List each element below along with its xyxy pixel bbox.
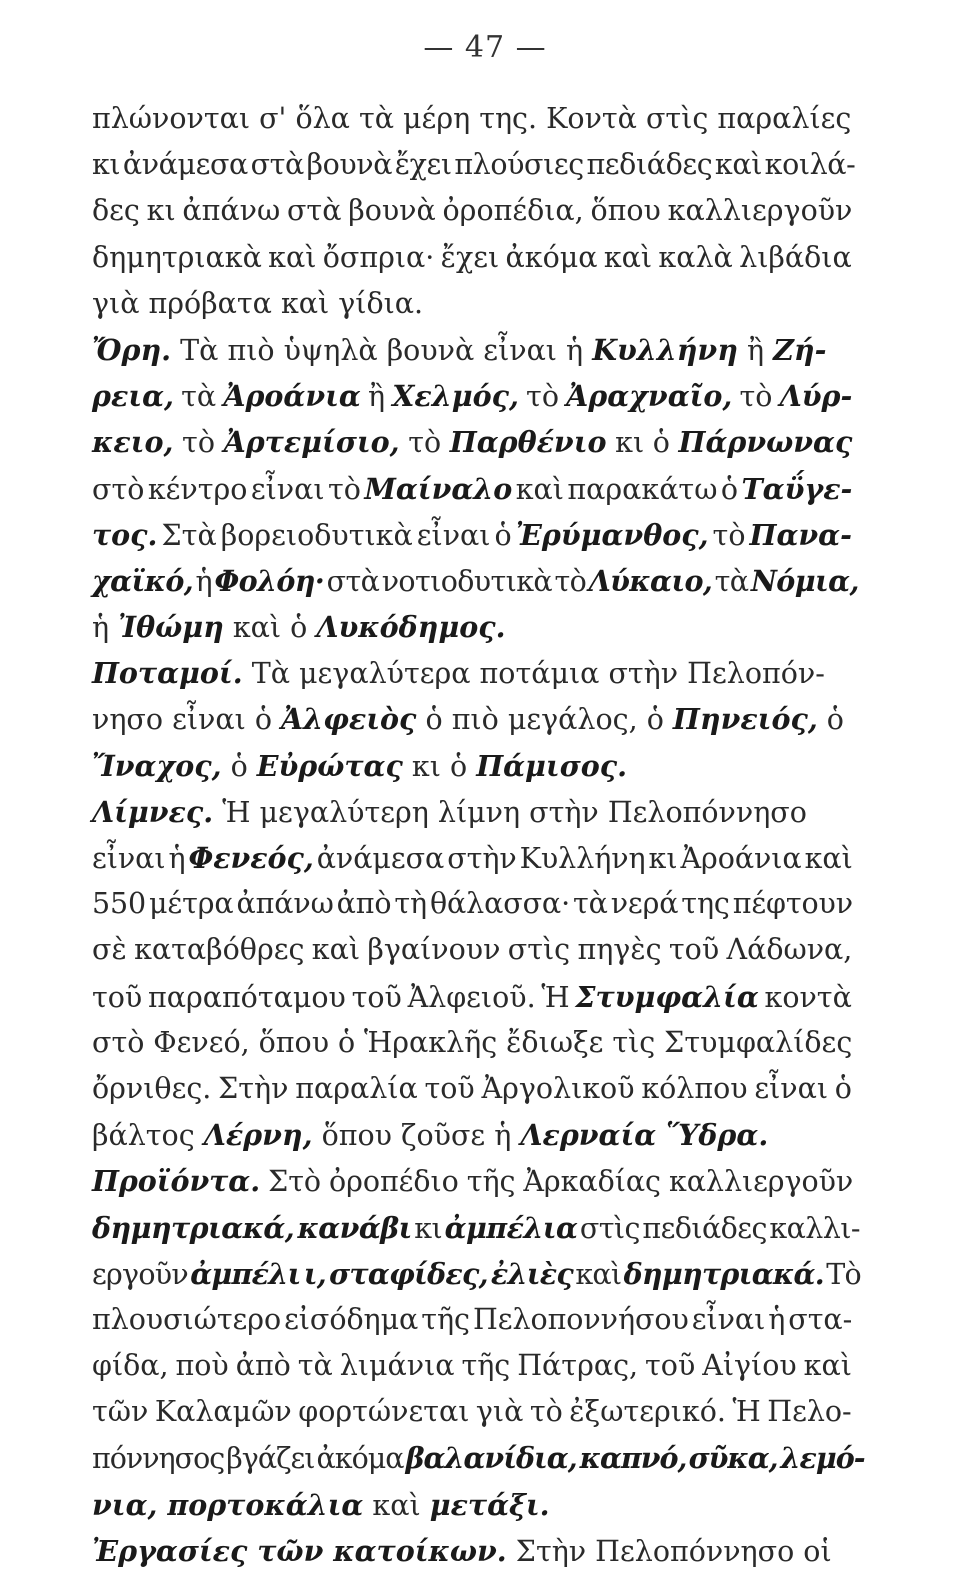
text-run: καὶ παρακάτω ὁ [512,472,742,506]
bold-term: ἀμπέλια [444,1210,578,1245]
text-line [92,1112,852,1158]
bold-term: Ἀρτεμίσιο, [223,425,400,460]
bold-term: Λύκαιο, [588,563,713,598]
text-line [92,1528,852,1574]
text-run: κοντὰ [758,980,852,1014]
text-line [92,743,852,789]
text-line [92,512,852,558]
bold-term: Κυλλήνη [592,332,738,367]
bold-term: Στυμφαλία [575,979,759,1014]
bold-term: Ἐργασίες τῶν κατοίκων. [92,1533,507,1568]
text-line [92,696,852,742]
text-run: κι ἀνάμεσα στὰ βουνὰ ἔχει πλούσιες πεδιάδες καὶ κοιλά- [92,148,856,182]
bold-term: Εὐρώτας [256,748,403,783]
bold-term: Πάρνωνας [678,425,853,460]
text-line [92,235,852,281]
text-line [92,1482,852,1528]
text-run: Στὴν Πελοπόννησο οἱ [506,1534,832,1568]
bold-term: Πάμισος. [476,748,627,783]
text-run: τοῦ παραπόταμου τοῦ Ἀλφειοῦ. Ἡ [92,980,576,1014]
bold-term: Πανα- [749,517,852,552]
bold-term: δημητριακά. [623,1256,824,1291]
bold-term: Φολόη· [214,563,325,598]
bold-term: τος. [92,517,158,552]
text-line [92,604,852,650]
bold-term: Προϊόντα. [92,1164,261,1199]
text-run: εργοῦν [92,1257,191,1291]
text-run: Τὸ [823,1257,861,1291]
text-run: φίδα, ποὺ ἀπὸ τὰ λιμάνια τῆς Πάτρας, τοῦ Αἰγίου καὶ [92,1349,852,1383]
text-line [92,1297,852,1343]
text-line [92,789,852,835]
text-run: ἡ [193,564,215,598]
text-run: πλώνονται σ' ὅλα τὰ μέρη της. Κοντὰ στὶς παραλίες [92,102,852,135]
bold-term: Ἀραχναῖο, [566,379,733,414]
text-run: ἡ [92,611,119,645]
bold-term: Παρθένιο [449,425,607,460]
bold-term: Λέρνη, [203,1118,313,1153]
text-run: ἢ [360,380,393,414]
text-line [92,1066,852,1112]
text-run: σὲ καταβόθρες καὶ βγαίνουν στὶς πηγὲς τοῦ Λάδωνα, [92,933,853,967]
text-line [92,1251,861,1297]
text-run: τὸ [708,518,750,552]
text-run: εἶναι ἡ [92,842,189,875]
bold-term: δημητριακά, κανάβι [92,1210,412,1245]
text-run: ὅπου ζοῦσε ἡ [312,1119,521,1153]
text-run: καὶ ὁ [223,611,317,645]
text-run: Στὸ ὀροπέδιο τῆς Ἀρκαδίας καλλιεργοῦν [260,1165,854,1199]
text-line [92,1158,852,1204]
text-run: ὁ πιὸ μεγάλος, ὁ [416,703,673,737]
text-line [92,373,852,419]
text-run: δες κι ἀπάνω στὰ βουνὰ ὀροπέδια, ὅπου καλλιεργοῦν [92,194,853,228]
bold-term: Ὄρη. [92,332,172,367]
text-run: πλουσιώτερο εἰσόδημα τῆς Πελοποννήσου εἶναι ἡ στα- [92,1302,853,1336]
bold-term: βαλανίδια, καπνό, [405,1441,687,1476]
text-line [92,1435,865,1481]
bold-term: Λίμνες. [92,794,214,829]
bold-term: Χελμός, [392,379,519,414]
bold-term: Νόμια, [750,563,859,598]
text-run: 550 μέτρα ἀπάνω ἀπὸ τὴ θάλασσα· τὰ νερά της πέφτουν [92,887,853,921]
text-line [92,281,852,327]
text-line [92,881,852,927]
bold-term: χαϊκό, [92,563,194,598]
text-run: στὸ Φενεό, ὅπου ὁ Ἡρακλῆς ἔδιωξε τὶς Στυμφαλίδες [92,1025,853,1059]
text-run: γιὰ πρόβατα καὶ γίδια. [92,286,424,320]
text-line [92,1205,860,1251]
bold-term: μετάξι. [429,1487,550,1522]
text-run: ἀνάμεσα στὴν Κυλλήνη κι Ἀροάνια καὶ [313,842,853,875]
text-run: Στὰ βορειοδυτικὰ εἶναι ὁ [157,518,516,552]
text-line [92,1343,852,1389]
text-run: τὸ [732,380,780,414]
text-run: στὶς πεδιάδες καλλι- [577,1211,860,1245]
text-run: ὁ [221,749,257,783]
text-run: καὶ [573,1257,624,1291]
text-run: κι ὁ [606,426,679,460]
bold-term: Πηνειός, [672,702,818,737]
text-run: στὸ κέντρο εἶναι τὸ [92,472,365,506]
text-run: τῶν Καλαμῶν φορτώνεται γιὰ τὸ ἐξωτερικό. Ἡ Πελο- [92,1395,852,1429]
text-line [92,96,852,142]
bold-term: Ἐρύμανθος, [515,517,709,552]
text-run: ὁ [817,703,844,737]
text-line [92,835,852,881]
text-line [92,327,852,373]
text-run: τὸ [399,426,450,460]
text-run: δημητριακὰ καὶ ὄσπρια· ἔχει ἀκόμα καὶ καλὰ λιβάδια [92,240,852,274]
text-run: τὸ [518,380,567,414]
bold-term: Ζή- [773,332,827,367]
text-run: νησο εἶναι ὁ [92,703,282,737]
text-line [92,419,852,465]
bold-term: Ποταμοί. [92,656,243,691]
text-line [92,188,852,234]
text-line [92,142,856,188]
bold-term: Λυκόδημος. [316,610,506,645]
text-run: ἢ [737,333,774,367]
text-line [92,1389,852,1435]
bold-term: νια, πορτοκάλια [92,1487,364,1522]
text-run: βάλτος [92,1119,204,1153]
bold-term: Λύρ- [779,379,853,414]
text-run: καὶ [363,1488,430,1522]
bold-term: Ἀροάνια [223,379,361,414]
text-line [92,558,859,604]
text-run: κι [411,1211,445,1245]
text-run: Τὰ πιὸ ὑψηλὰ βουνὰ εἶναι ἡ [171,333,593,367]
text-run: στὰ νοτιοδυτικὰ τὸ [324,564,589,598]
text-run: κι ὁ [402,749,477,783]
bold-term: Φενεός, [188,841,314,875]
text-run: Τὰ μεγαλύτερα ποτάμια στὴν Πελοπόν- [242,657,825,691]
text-run: ὄρνιθες. Στὴν παραλία τοῦ Ἀργολικοῦ κόλπου εἶναι ὁ [92,1071,852,1105]
bold-term: Ταΰγε- [741,471,853,506]
bold-term: κειο, [92,425,174,460]
bold-term: Ἴναχος, [92,748,222,783]
bold-term: ἀμπέλι ι, σταφίδες, ἐλιὲς [190,1256,573,1291]
text-line [92,650,852,696]
body-text [92,96,865,1574]
text-run: τὰ [173,380,224,414]
bold-term: Ἀλφειὸς [281,702,417,737]
text-run: Ἡ μεγαλύτερη λίμνη στὴν Πελοπόννησο [213,795,807,829]
bold-term: Ἰθώμη [118,610,224,645]
text-line [92,927,852,973]
bold-term: ρεια, [92,379,174,414]
bold-term: Λερναία Ὕδρα. [520,1118,769,1153]
bold-term: Μαίναλο [364,471,513,506]
text-line [92,1020,852,1066]
text-line [92,974,852,1020]
text-run: τὸ [173,426,224,460]
text-run: πόννησος βγάζει ἀκόμα [92,1442,406,1476]
page-number: — 47 — [423,30,547,65]
bold-term: σῦκα, λεμό- [688,1441,865,1476]
text-run: τὰ [712,564,751,598]
text-line [92,466,852,512]
